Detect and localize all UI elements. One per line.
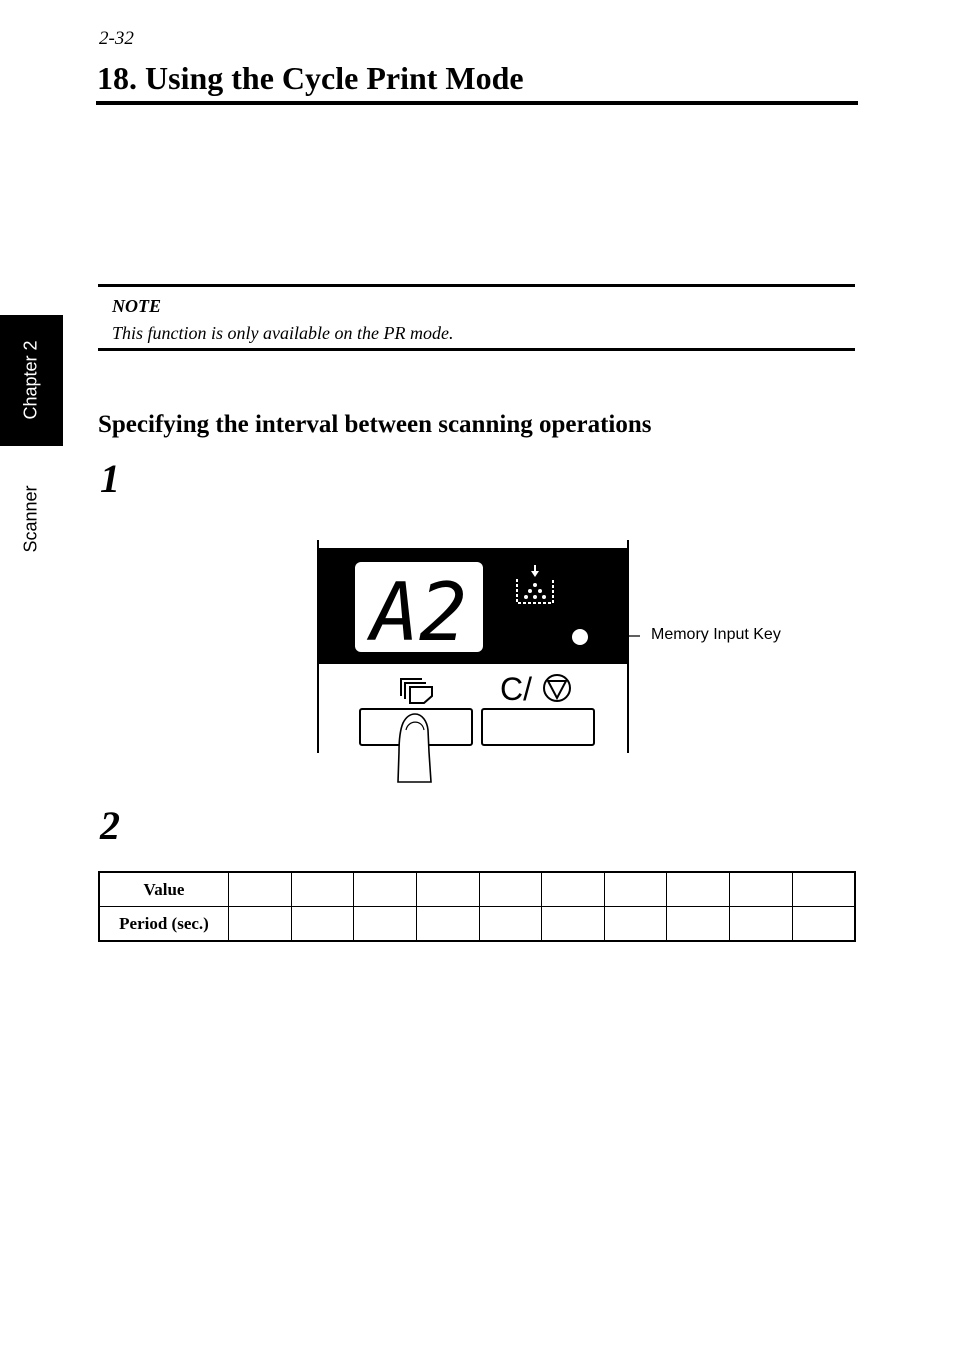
table-cell	[792, 907, 855, 942]
control-panel-illustration	[300, 530, 640, 786]
table-cell	[667, 872, 730, 907]
clear-stop-label: C/	[500, 671, 532, 707]
table-cell	[542, 872, 605, 907]
table-row	[99, 907, 855, 942]
table-cell	[604, 872, 667, 907]
table-cell	[604, 907, 667, 942]
table-cell	[792, 872, 855, 907]
page-title: 18. Using the Cycle Print Mode	[97, 60, 524, 96]
table-cell	[479, 907, 542, 942]
table-cell	[479, 872, 542, 907]
table-cell	[354, 907, 417, 942]
table-cell	[730, 907, 793, 942]
finger-illustration	[398, 714, 431, 782]
row-header-period: Period (sec.)	[99, 907, 229, 942]
row-header-value: Value	[99, 872, 229, 907]
table-cell	[542, 907, 605, 942]
table-cell	[354, 872, 417, 907]
table-cell	[291, 907, 354, 942]
memory-copy-icon	[401, 679, 432, 703]
table-cell	[416, 907, 479, 942]
table-row	[99, 872, 855, 907]
clear-stop-button[interactable]	[482, 709, 594, 745]
interval-table	[98, 871, 856, 942]
memory-input-indicator	[572, 629, 588, 645]
table-cell	[730, 872, 793, 907]
table-cell	[291, 872, 354, 907]
stop-icon	[544, 675, 570, 701]
table-cell	[229, 907, 292, 942]
note-label: NOTE	[112, 296, 161, 316]
table-cell	[667, 907, 730, 942]
memory-input-key-callout: Memory Input Key	[651, 626, 781, 643]
section-tab-label: Scanner	[20, 485, 41, 553]
led-display-text: A2	[370, 566, 468, 659]
chapter-tab-label: Chapter 2	[20, 340, 41, 420]
step-number-1: 1	[100, 456, 120, 501]
table-cell	[416, 872, 479, 907]
section-heading: Specifying the interval between scanning operations	[98, 411, 652, 438]
title-rule	[96, 101, 858, 105]
table-cell	[229, 872, 292, 907]
page-number: 2-32	[99, 28, 134, 49]
note-box	[98, 284, 855, 351]
note-text: This function is only available on the PR mode.	[112, 323, 454, 343]
step-number-2: 2	[100, 803, 120, 848]
